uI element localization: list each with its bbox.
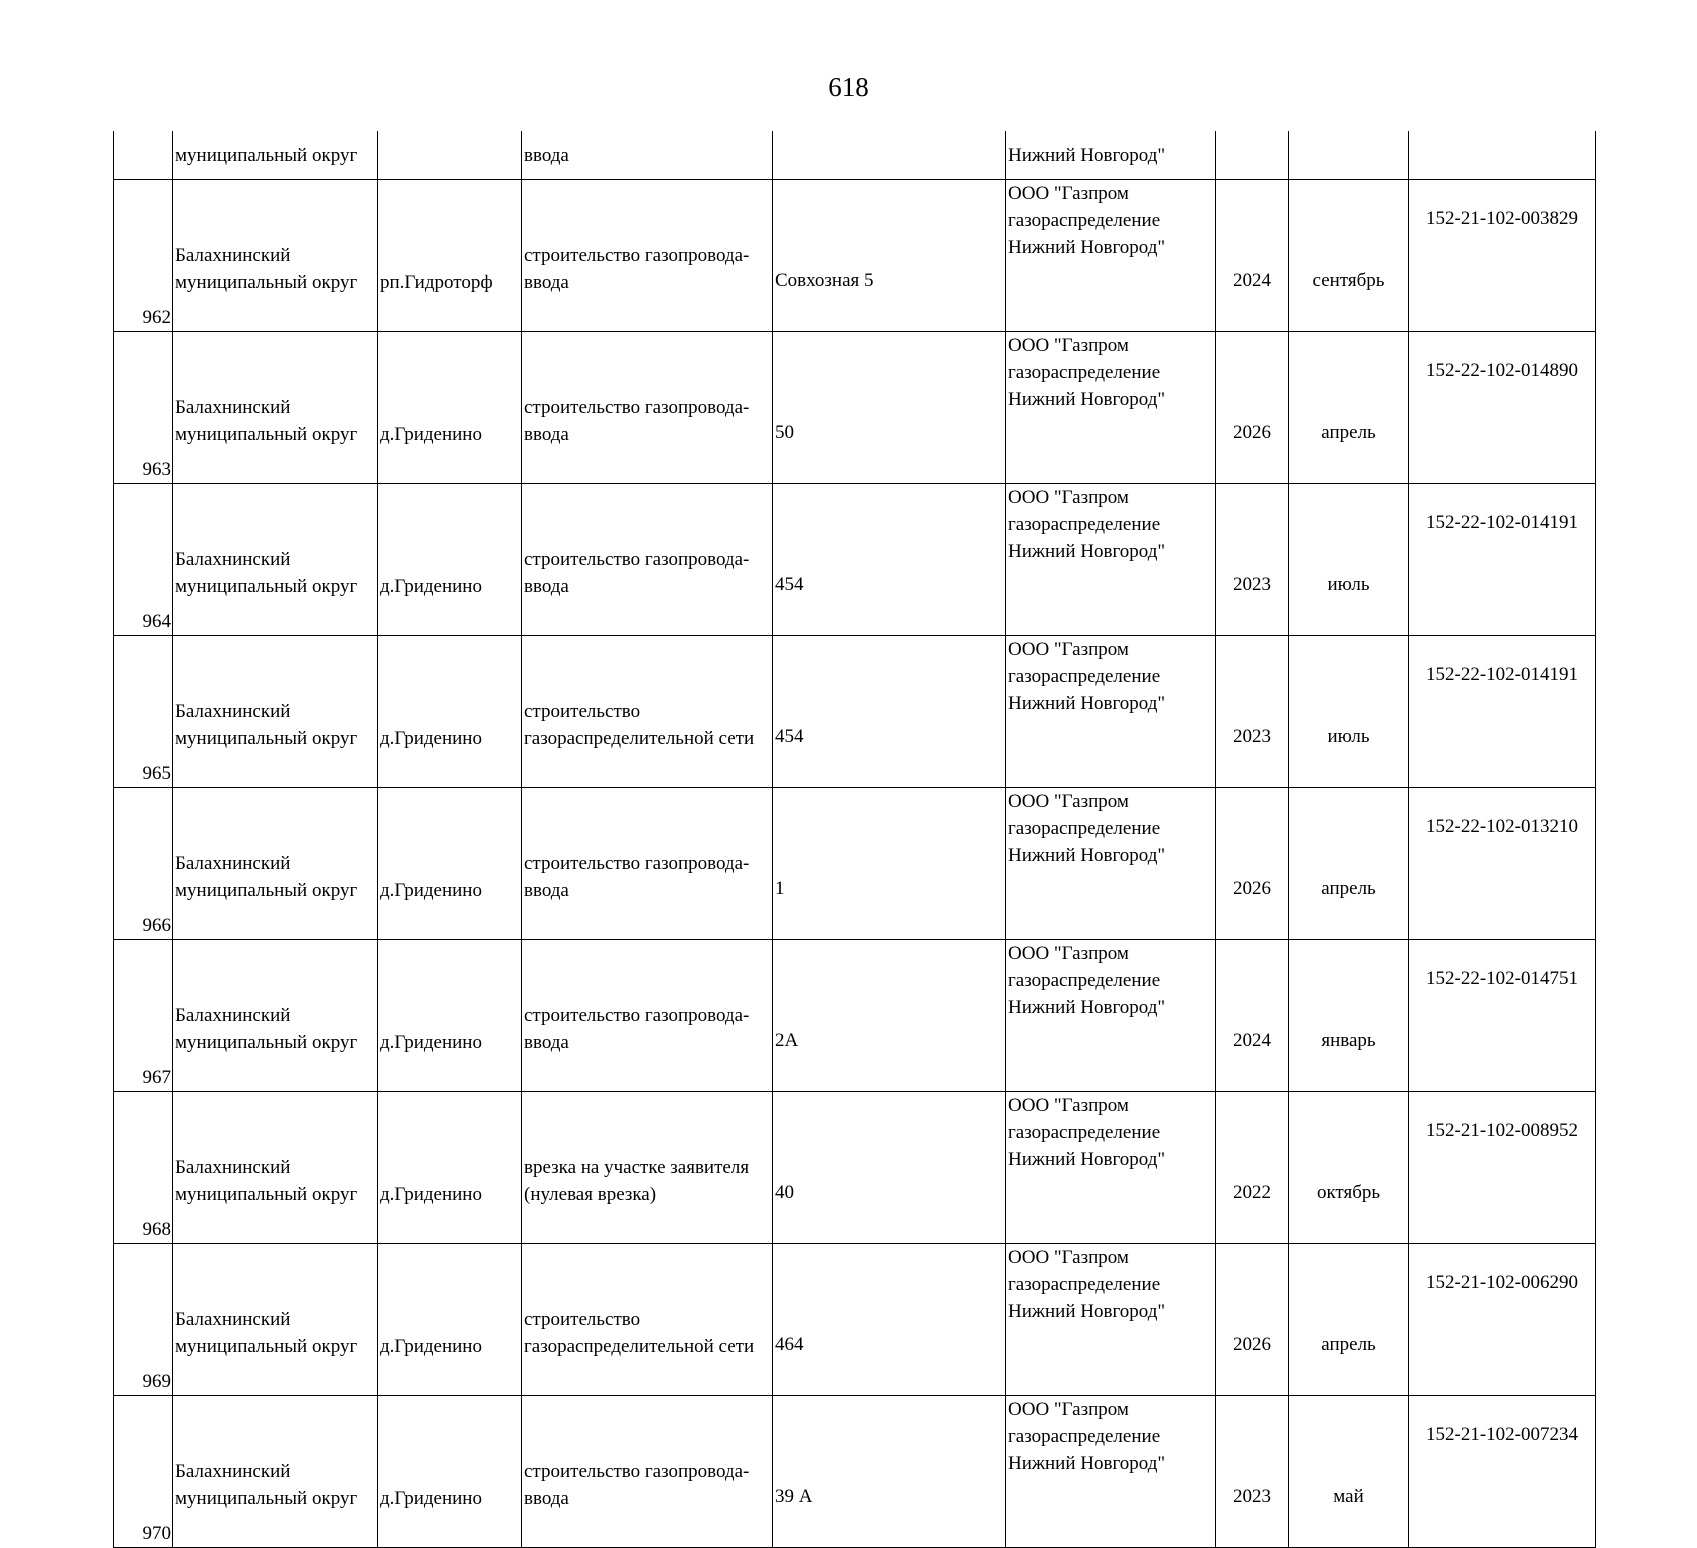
row-number	[114, 1244, 173, 1396]
cell-org	[1006, 1092, 1216, 1244]
cell-text-num: 969	[142, 1371, 171, 1392]
cell-text-district-l2: муниципальный округ	[175, 880, 358, 901]
cell-text-code: 152-22-102-014191	[1426, 512, 1578, 533]
cell-text-code: 152-21-102-003829	[1426, 208, 1578, 229]
cell-address	[773, 636, 1006, 788]
cell-month	[1289, 332, 1409, 484]
cell-settlement	[378, 131, 522, 180]
row-number	[114, 940, 173, 1092]
cell-text-code: 152-21-102-008952	[1426, 1120, 1578, 1141]
table-row	[114, 484, 1596, 636]
cell-text-org-l3: Нижний Новгород"	[1008, 1149, 1166, 1170]
cell-text-district-l2: муниципальный округ	[175, 1336, 358, 1357]
cell-district: муниципальный округ	[173, 131, 378, 180]
table-row	[114, 1244, 1596, 1396]
cell-text-work-l1: строительство газопровода-	[524, 397, 750, 418]
cell-text-address: 464	[775, 1334, 804, 1355]
cell-text-district-l1: Балахнинский	[175, 1461, 291, 1482]
cell-text-code: 152-21-102-006290	[1426, 1272, 1578, 1293]
cell-text-work-l1: строительство газопровода-	[524, 549, 750, 570]
page-number: 618	[828, 72, 869, 102]
cell-work	[522, 788, 773, 940]
cell-text-address: 50	[775, 422, 794, 443]
cell-text-org-l2: газораспределение	[1008, 1426, 1161, 1447]
cell-text-num: 963	[142, 459, 171, 480]
cell-text-code: 152-22-102-014751	[1426, 968, 1578, 989]
cell-code	[1409, 180, 1596, 332]
cell-text-district-l1: Балахнинский	[175, 245, 291, 266]
cell-text-org-l3: Нижний Новгород"	[1008, 1453, 1166, 1474]
cell-work: ввода	[522, 131, 773, 180]
cell-code	[1409, 1244, 1596, 1396]
cell-year	[1216, 332, 1289, 484]
cell-district	[173, 1396, 378, 1548]
cell-text-org-l2: газораспределение	[1008, 1274, 1161, 1295]
row-number	[114, 332, 173, 484]
cell-text-year: 2023	[1233, 726, 1271, 747]
cell-address	[773, 332, 1006, 484]
cell-text-district-l2: муниципальный округ	[175, 576, 358, 597]
row-number	[114, 1396, 173, 1548]
cell-settlement	[378, 788, 522, 940]
cell-text-month: апрель	[1321, 422, 1376, 443]
cell-text-org-l3: Нижний Новгород"	[1008, 541, 1166, 562]
cell-district	[173, 636, 378, 788]
cell-text-work-l2: ввода	[524, 1032, 569, 1053]
cell-text-org-l1: ООО "Газпром	[1008, 1399, 1129, 1420]
cell-year	[1216, 131, 1289, 180]
gasification-table	[113, 131, 1596, 1548]
cell-org	[1006, 180, 1216, 332]
cell-text-district-l1: Балахнинский	[175, 1005, 291, 1026]
table-body	[114, 131, 1596, 1548]
cell-month	[1289, 1396, 1409, 1548]
table-row	[114, 1396, 1596, 1548]
cell-month	[1289, 180, 1409, 332]
cell-month	[1289, 940, 1409, 1092]
cell-text-district-l1: Балахнинский	[175, 853, 291, 874]
cell-text-year: 2023	[1233, 574, 1271, 595]
cell-text-num: 970	[142, 1523, 171, 1544]
cell-text-district-l1: Балахнинский	[175, 1309, 291, 1330]
cell-org	[1006, 1396, 1216, 1548]
cell-text-year: 2024	[1233, 1030, 1271, 1051]
cell-text-year: 2024	[1233, 270, 1271, 291]
cell-text-org-l2: газораспределение	[1008, 362, 1161, 383]
cell-num	[114, 131, 173, 180]
cell-text-work-l1: строительство газопровода-	[524, 1461, 750, 1482]
cell-address	[773, 131, 1006, 180]
cell-settlement	[378, 636, 522, 788]
cell-year	[1216, 1244, 1289, 1396]
cell-text-org-l3: Нижний Новгород"	[1008, 997, 1166, 1018]
cell-work	[522, 940, 773, 1092]
cell-text-settlement: д.Гриденино	[380, 424, 482, 445]
cell-text-month: сентябрь	[1312, 270, 1385, 291]
cell-text-address: 2А	[775, 1030, 799, 1051]
table-row	[114, 788, 1596, 940]
cell-text-settlement: д.Гриденино	[380, 1488, 482, 1509]
cell-settlement	[378, 484, 522, 636]
cell-text-org-l1: ООО "Газпром	[1008, 487, 1129, 508]
cell-text-settlement: д.Гриденино	[380, 880, 482, 901]
cell-address	[773, 940, 1006, 1092]
cell-text-code: 152-22-102-014191	[1426, 664, 1578, 685]
table-row	[114, 332, 1596, 484]
cell-text-org-l1: ООО "Газпром	[1008, 183, 1129, 204]
cell-text-org-l1: ООО "Газпром	[1008, 335, 1129, 356]
cell-text-year: 2026	[1233, 878, 1271, 899]
cell-year	[1216, 636, 1289, 788]
cell-text-org-l2: газораспределение	[1008, 818, 1161, 839]
row-number	[114, 636, 173, 788]
cell-code	[1409, 1092, 1596, 1244]
cell-text-work-l2: (нулевая врезка)	[524, 1184, 657, 1205]
cell-year	[1216, 940, 1289, 1092]
cell-text-work-l2: ввода	[524, 1488, 569, 1509]
cell-district	[173, 1244, 378, 1396]
cell-text-org-l2: газораспределение	[1008, 970, 1161, 991]
cell-text-district-l1: Балахнинский	[175, 701, 291, 722]
cell-text-code: 152-22-102-013210	[1426, 816, 1578, 837]
cell-text-work-l2: ввода	[524, 424, 569, 445]
cell-text-org-l3: Нижний Новгород"	[1008, 237, 1166, 258]
cell-text-address: 40	[775, 1182, 794, 1203]
cell-text-work-l1: строительство газопровода-	[524, 1005, 750, 1026]
cell-code	[1409, 940, 1596, 1092]
row-number	[114, 180, 173, 332]
cell-text-code: 152-21-102-007234	[1426, 1424, 1578, 1445]
cell-text-district-l1: Балахнинский	[175, 397, 291, 418]
cell-text-district-l2: муниципальный округ	[175, 728, 358, 749]
cell-code	[1409, 636, 1596, 788]
cell-settlement	[378, 1244, 522, 1396]
cell-text-district-l1: Балахнинский	[175, 549, 291, 570]
row-number	[114, 484, 173, 636]
cell-code	[1409, 484, 1596, 636]
cell-text-work-l1: строительство газопровода-	[524, 853, 750, 874]
cell-work	[522, 636, 773, 788]
cell-work	[522, 484, 773, 636]
cell-district	[173, 1092, 378, 1244]
cell-text-address: 1	[775, 878, 785, 899]
cell-address	[773, 180, 1006, 332]
cell-work	[522, 180, 773, 332]
cell-year	[1216, 180, 1289, 332]
cell-district	[173, 332, 378, 484]
cell-district	[173, 180, 378, 332]
cell-settlement	[378, 1092, 522, 1244]
cell-text-address: 39 А	[775, 1486, 813, 1507]
cell-month	[1289, 788, 1409, 940]
cell-org	[1006, 636, 1216, 788]
cell-text-district-l1: Балахнинский	[175, 1157, 291, 1178]
cell-settlement	[378, 1396, 522, 1548]
cell-text-settlement: д.Гриденино	[380, 1032, 482, 1053]
cell-text-work-l2: ввода	[524, 880, 569, 901]
cell-text-month: апрель	[1321, 1334, 1376, 1355]
cell-text-num: 966	[142, 915, 171, 936]
cell-text-work-l2: ввода	[524, 272, 569, 293]
cell-text-org-l2: газораспределение	[1008, 1122, 1161, 1143]
cell-text-address: Совхозная 5	[775, 270, 874, 291]
table-row-continuation	[114, 131, 1596, 180]
cell-org	[1006, 332, 1216, 484]
cell-text-org-l1: ООО "Газпром	[1008, 791, 1129, 812]
cell-work	[522, 1244, 773, 1396]
cell-text-num: 967	[142, 1067, 171, 1088]
cell-text-org-l2: газораспределение	[1008, 210, 1161, 231]
cell-org: Нижний Новгород"	[1006, 131, 1216, 180]
cell-text-org-l1: ООО "Газпром	[1008, 1095, 1129, 1116]
cell-address	[773, 484, 1006, 636]
cell-work	[522, 1396, 773, 1548]
cell-text-settlement: рп.Гидроторф	[380, 272, 493, 293]
cell-text-year: 2026	[1233, 422, 1271, 443]
cell-district	[173, 484, 378, 636]
cell-text-num: 964	[142, 611, 171, 632]
cell-text-district-l2: муниципальный округ	[175, 1184, 358, 1205]
cell-text-district-l2: муниципальный округ	[175, 272, 358, 293]
cell-code	[1409, 332, 1596, 484]
cell-text-year: 2022	[1233, 1182, 1271, 1203]
cell-text-org-l1: ООО "Газпром	[1008, 943, 1129, 964]
cell-month	[1289, 1092, 1409, 1244]
cell-text-work-l2: ввода	[524, 576, 569, 597]
cell-year	[1216, 484, 1289, 636]
cell-text-work-l1: строительство	[524, 701, 641, 722]
cell-year	[1216, 1396, 1289, 1548]
cell-text-settlement: д.Гриденино	[380, 728, 482, 749]
cell-code	[1409, 1396, 1596, 1548]
cell-text-org-l3: Нижний Новгород"	[1008, 389, 1166, 410]
cell-org	[1006, 788, 1216, 940]
cell-text-num: 965	[142, 763, 171, 784]
cell-text-work-l1: врезка на участке заявителя	[524, 1157, 750, 1178]
cell-code	[1409, 131, 1596, 180]
cell-text-settlement: д.Гриденино	[380, 1184, 482, 1205]
cell-month	[1289, 636, 1409, 788]
cell-district	[173, 940, 378, 1092]
cell-text-year: 2026	[1233, 1334, 1271, 1355]
cell-address	[773, 788, 1006, 940]
cell-text-month: январь	[1321, 1030, 1376, 1051]
cell-text-org-l1: ООО "Газпром	[1008, 1247, 1129, 1268]
cell-work	[522, 1092, 773, 1244]
cell-settlement	[378, 940, 522, 1092]
cell-text-address: 454	[775, 726, 804, 747]
cell-text-org-l2: газораспределение	[1008, 514, 1161, 535]
cell-code	[1409, 788, 1596, 940]
cell-month	[1289, 484, 1409, 636]
cell-org	[1006, 940, 1216, 1092]
cell-text-org-l2: газораспределение	[1008, 666, 1161, 687]
cell-year	[1216, 788, 1289, 940]
cell-text-month: май	[1333, 1486, 1364, 1507]
row-number	[114, 788, 173, 940]
cell-text-address: 454	[775, 574, 804, 595]
cell-address	[773, 1396, 1006, 1548]
cell-text-district-l2: муниципальный округ	[175, 1032, 358, 1053]
cell-month	[1289, 131, 1409, 180]
cell-text-org-l3: Нижний Новгород"	[1008, 1301, 1166, 1322]
cell-work	[522, 332, 773, 484]
cell-district	[173, 788, 378, 940]
cell-text-work-l1: строительство газопровода-	[524, 245, 750, 266]
table-row	[114, 636, 1596, 788]
cell-text-work-l1: строительство	[524, 1309, 641, 1330]
cell-org	[1006, 484, 1216, 636]
cell-text-org-l3: Нижний Новгород"	[1008, 845, 1166, 866]
cell-text-work-l2: газораспределительной сети	[524, 1336, 755, 1357]
cell-address	[773, 1244, 1006, 1396]
cell-text-org-l3: Нижний Новгород"	[1008, 693, 1166, 714]
cell-text-year: 2023	[1233, 1486, 1271, 1507]
cell-settlement	[378, 180, 522, 332]
table-row	[114, 1092, 1596, 1244]
cell-text-district-l2: муниципальный округ	[175, 424, 358, 445]
cell-text-num: 968	[142, 1219, 171, 1240]
cell-text-num: 962	[142, 307, 171, 328]
cell-text-month: июль	[1327, 726, 1370, 747]
cell-text-org-l1: ООО "Газпром	[1008, 639, 1129, 660]
cell-settlement	[378, 332, 522, 484]
table-row	[114, 180, 1596, 332]
cell-text-month: апрель	[1321, 878, 1376, 899]
cell-text-work-l2: газораспределительной сети	[524, 728, 755, 749]
cell-text-settlement: д.Гриденино	[380, 1336, 482, 1357]
row-number	[114, 1092, 173, 1244]
cell-org	[1006, 1244, 1216, 1396]
table-row	[114, 940, 1596, 1092]
cell-text-month: июль	[1327, 574, 1370, 595]
cell-text-district-l2: муниципальный округ	[175, 1488, 358, 1509]
cell-text-month: октябрь	[1316, 1182, 1381, 1203]
cell-text-code: 152-22-102-014890	[1426, 360, 1578, 381]
cell-address	[773, 1092, 1006, 1244]
cell-month	[1289, 1244, 1409, 1396]
cell-year	[1216, 1092, 1289, 1244]
cell-text-settlement: д.Гриденино	[380, 576, 482, 597]
